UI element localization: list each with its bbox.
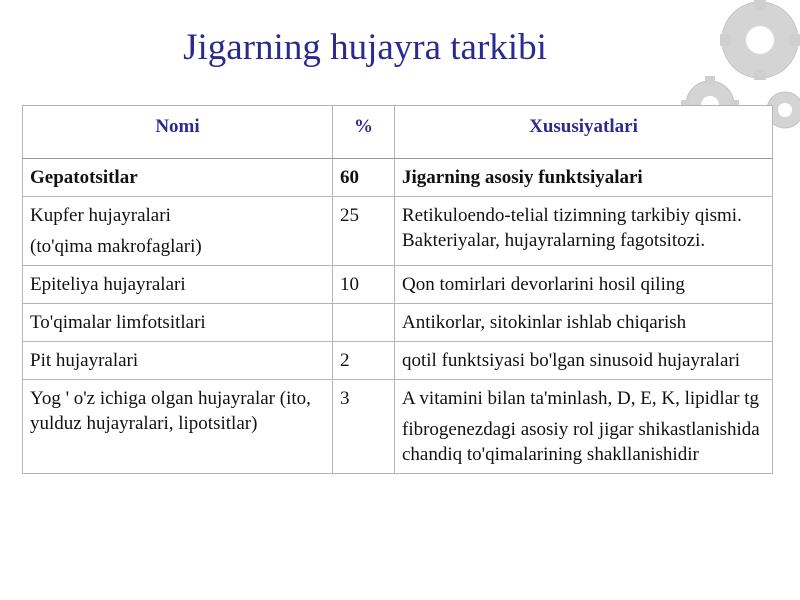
row-name: To'qimalar limfotsitlari [23,304,333,342]
row-percent: 3 [333,380,395,474]
header-properties: Xususiyatlari [395,106,773,159]
table-row [23,304,773,342]
table-row [23,266,773,304]
row-percent: 25 [333,197,395,266]
row-name: Pit hujayralari [23,342,333,380]
page-title: Jigarning hujayra tarkibi [183,27,547,68]
row-name: Epiteliya hujayralari [23,266,333,304]
table-row [23,197,773,266]
row-name: Yog ' o'z ichiga olgan hujayralar (ito, yulduz hujayralari, lipotsitlar) [23,380,333,474]
table-row [23,380,773,474]
row-percent: 2 [333,342,395,380]
row-properties: qotil funktsiyasi bo'lgan sinusoid hujayralari [395,342,773,380]
row-percent: 60 [333,159,395,197]
row-properties: Antikorlar, sitokinlar ishlab chiqarish [395,304,773,342]
row-name: Kupfer hujayralari (to'qima makrofaglari) [23,197,333,266]
cell-composition-table [22,105,773,474]
row-properties: Retikuloendo-telial tizimning tarkibiy qismi. Bakteriyalar, hujayralarning fagotsitozi. [395,197,773,266]
row-properties: A vitamini bilan ta'minlash, D, E, K, lipidlar tg fibrogenezdagi asosiy rol jigar shikastlanishida chandiq to'qimalarining shakllanishidir [395,380,773,474]
table-header-row [23,106,773,159]
row-properties: Jigarning asosiy funktsiyalari [395,159,773,197]
header-name: Nomi [23,106,333,159]
table-row [23,342,773,380]
row-name: Gepatotsitlar [23,159,333,197]
table-row [23,159,773,197]
row-percent [333,304,395,342]
row-percent: 10 [333,266,395,304]
header-percent: % [333,106,395,159]
row-properties: Qon tomirlari devorlarini hosil qiling [395,266,773,304]
